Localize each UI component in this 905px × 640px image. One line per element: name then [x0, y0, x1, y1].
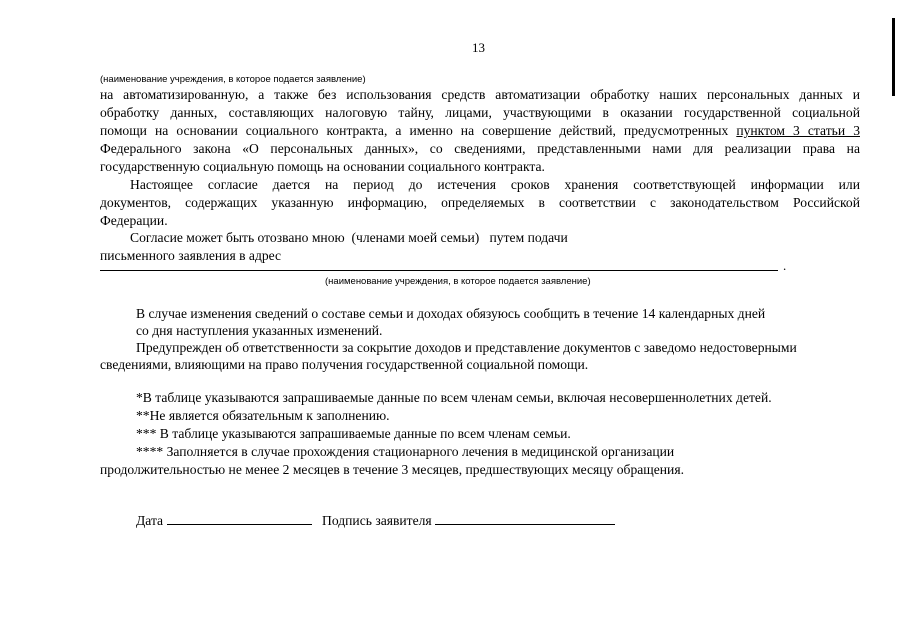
address-dot: . [783, 258, 787, 273]
footnote-2: **Не является обязательным к заполнению. [136, 408, 390, 423]
footnote-4-line-1: **** Заполняется в случае прохождения стационарного лечения в медицинской организации [136, 444, 675, 459]
signature-blank[interactable] [435, 512, 615, 525]
consent-line-3-text: помощи на основании социального контракта, а именно на совершение действий, предусмотренных [100, 123, 737, 138]
margin-rule [892, 18, 895, 96]
address-blank-line[interactable] [100, 270, 778, 271]
footnote-4-line-2: продолжительностью не менее 2 месяцев в течение 3 месяцев, предшествующих месяцу обращения. [100, 462, 684, 477]
term-line-3: Федерации. [100, 213, 168, 228]
warning-line-2: сведениями, влияющими на право получения государственной социальной помощи. [100, 357, 589, 372]
date-label: Дата [136, 513, 164, 528]
term-line-2: документов, содержащих указанную информацию, определяемых в соответствии с законодательством Российской [100, 195, 860, 210]
consent-line-4: Федерального закона «О персональных данных», со сведениями, представленными нами для реализации права на [100, 141, 860, 156]
header-caption: (наименование учреждения, в которое подается заявление) [100, 74, 366, 85]
consent-line-3 [100, 122, 860, 140]
date-blank[interactable] [167, 512, 312, 525]
consent-line-1: на автоматизированную, а также без использования средств автоматизации обработку наших персональных данных и [100, 87, 860, 102]
signature-label: Подпись заявителя [322, 513, 432, 528]
page-number: 13 [472, 40, 485, 55]
consent-line-2: обработку данных, составляющих налоговую тайну, лицами, участвующими в оказании государственной социальной [100, 105, 860, 120]
term-line-1: Настоящее согласие дается на период до истечения сроков хранения соответствующей информации или [130, 177, 860, 192]
address-caption: (наименование учреждения, в которое подается заявление) [325, 276, 591, 287]
revocation-line-2: письменного заявления в адрес [100, 248, 282, 263]
footnote-3: *** В таблице указываются запрашиваемые данные по всем членам семьи. [136, 426, 571, 441]
date-field [136, 512, 312, 529]
change-line-2: со дня наступления указанных изменений. [136, 323, 383, 338]
footnote-1: *В таблице указываются запрашиваемые данные по всем членам семьи, включая несовершеннолетних детей. [136, 390, 772, 405]
law-reference-link[interactable]: пунктом 3 статьи 3 [736, 123, 860, 138]
signature-field [322, 512, 615, 529]
warning-line-1: Предупрежден об ответственности за сокрытие доходов и представление документов с заведомо недостоверными [136, 340, 797, 355]
change-line-1: В случае изменения сведений о составе семьи и доходах обязуюсь сообщить в течение 14 календарных дней [136, 306, 766, 321]
consent-line-5: государственную социальную помощь на основании социального контракта. [100, 159, 545, 174]
revocation-line-1: Согласие может быть отозвано мною (членами моей семьи) путем подачи [130, 230, 568, 245]
